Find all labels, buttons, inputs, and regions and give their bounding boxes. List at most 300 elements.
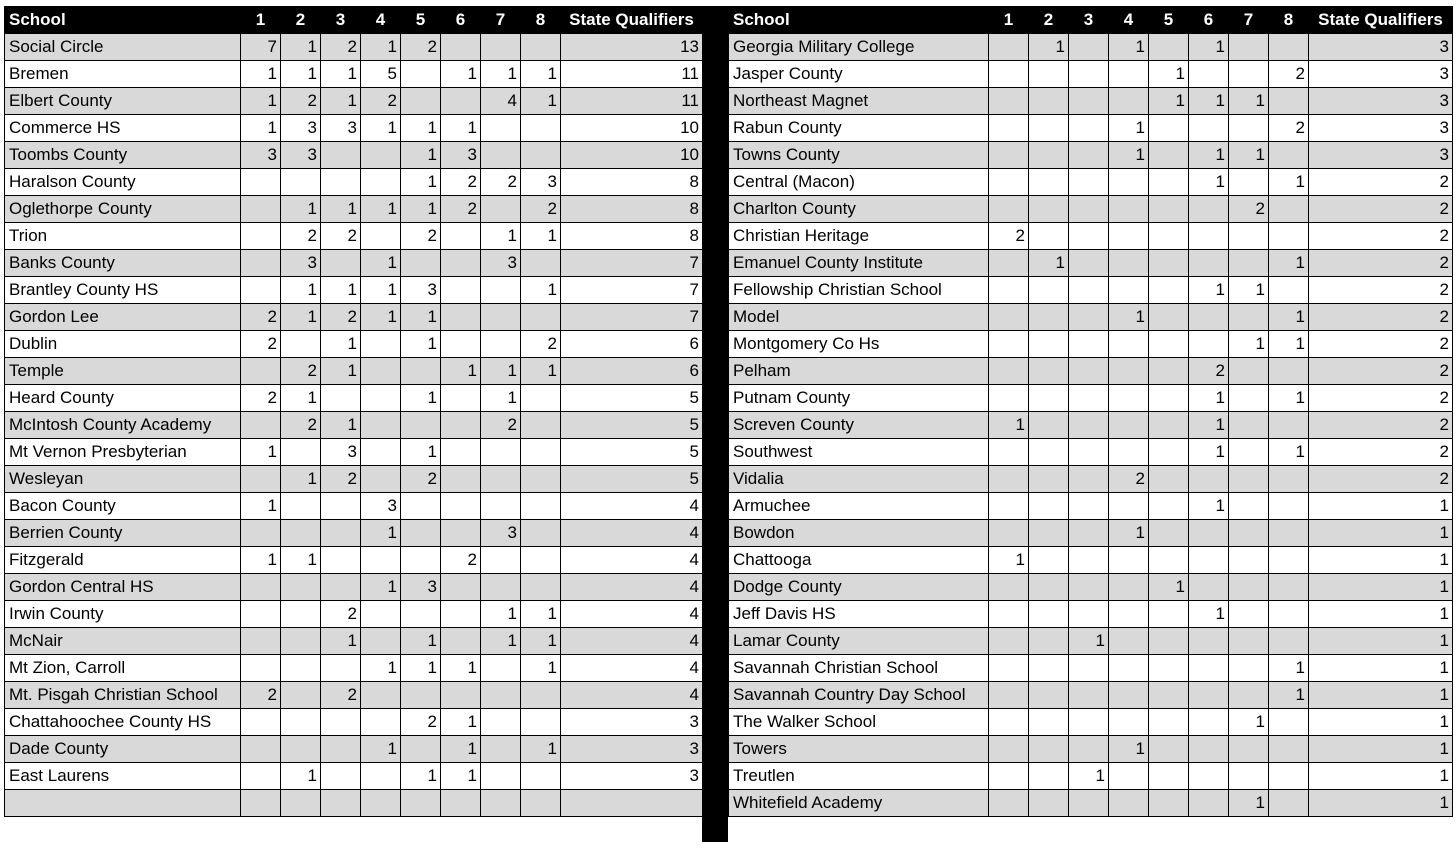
- place-count-cell: [281, 655, 321, 682]
- school-name-cell: Armuchee: [729, 493, 989, 520]
- place-count-cell: 2: [321, 682, 361, 709]
- place-count-cell: [1029, 88, 1069, 115]
- place-count-cell: 1: [521, 655, 561, 682]
- school-name-cell: Charlton County: [729, 196, 989, 223]
- school-name-cell: Bowdon: [729, 520, 989, 547]
- place-count-cell: [1189, 709, 1229, 736]
- place-count-cell: 3: [281, 115, 321, 142]
- school-name-cell: Social Circle: [5, 34, 241, 61]
- place-count-cell: [1029, 709, 1069, 736]
- place-count-cell: 2: [241, 304, 281, 331]
- table-row: [729, 385, 1453, 412]
- table-row: [5, 493, 703, 520]
- school-name-cell: Bremen: [5, 61, 241, 88]
- place-count-cell: 2: [241, 682, 281, 709]
- state-qualifiers-cell: 4: [561, 547, 703, 574]
- place-count-cell: [1029, 61, 1069, 88]
- place-count-cell: [521, 547, 561, 574]
- place-count-cell: [481, 763, 521, 790]
- place-count-cell: [401, 520, 441, 547]
- place-count-cell: [1229, 520, 1269, 547]
- table-row: [5, 331, 703, 358]
- place-count-cell: [521, 466, 561, 493]
- place-count-cell: 1: [321, 628, 361, 655]
- place-count-cell: [1109, 493, 1149, 520]
- state-qualifiers-cell: 2: [1309, 223, 1453, 250]
- place-count-cell: [1069, 520, 1109, 547]
- place-count-cell: [321, 142, 361, 169]
- place-count-cell: 1: [321, 196, 361, 223]
- place-count-cell: [521, 574, 561, 601]
- place-count-cell: 1: [1229, 88, 1269, 115]
- place-count-cell: [361, 385, 401, 412]
- state-qualifiers-cell: 1: [1309, 790, 1453, 817]
- school-name-cell: Southwest: [729, 439, 989, 466]
- place-count-cell: [989, 358, 1029, 385]
- place-count-cell: [1069, 223, 1109, 250]
- place-count-cell: [1149, 412, 1189, 439]
- place-count-cell: [441, 466, 481, 493]
- place-count-cell: [1109, 547, 1149, 574]
- place-count-cell: 1: [361, 250, 401, 277]
- school-name-cell: McNair: [5, 628, 241, 655]
- state-qualifiers-cell: 2: [1309, 304, 1453, 331]
- place-count-cell: [1029, 655, 1069, 682]
- table-row: [729, 439, 1453, 466]
- place-count-cell: [401, 61, 441, 88]
- place-count-cell: [1149, 142, 1189, 169]
- place-count-cell: [989, 601, 1029, 628]
- place-count-cell: 1: [481, 61, 521, 88]
- place-count-cell: 1: [401, 655, 441, 682]
- state-qualifiers-cell: 5: [561, 412, 703, 439]
- school-name-cell: Model: [729, 304, 989, 331]
- place-count-cell: [1269, 493, 1309, 520]
- state-qualifiers-cell: 5: [561, 385, 703, 412]
- school-name-cell: Montgomery Co Hs: [729, 331, 989, 358]
- place-count-cell: [321, 763, 361, 790]
- place-count-cell: [1269, 547, 1309, 574]
- place-count-cell: 1: [1269, 385, 1309, 412]
- place-count-cell: [241, 790, 281, 817]
- left-standings-table: [4, 6, 703, 817]
- place-count-cell: [1109, 358, 1149, 385]
- place-count-cell: [481, 736, 521, 763]
- school-name-cell: Temple: [5, 358, 241, 385]
- state-qualifiers-cell: 2: [1309, 412, 1453, 439]
- place-count-cell: 2: [241, 385, 281, 412]
- place-count-cell: 1: [361, 736, 401, 763]
- school-name-cell: Georgia Military College: [729, 34, 989, 61]
- place-count-cell: 1: [1269, 682, 1309, 709]
- place-count-cell: [1109, 763, 1149, 790]
- place-count-cell: [241, 601, 281, 628]
- place-count-cell: [1189, 331, 1229, 358]
- right-standings-table: [728, 6, 1453, 817]
- place-count-cell: [321, 655, 361, 682]
- place-count-cell: [481, 574, 521, 601]
- place-count-cell: 1: [361, 277, 401, 304]
- school-name-cell: The Walker School: [729, 709, 989, 736]
- place-count-cell: [1269, 196, 1309, 223]
- table-row: [729, 304, 1453, 331]
- place-count-cell: [989, 790, 1029, 817]
- place-count-cell: [1029, 601, 1069, 628]
- place-count-cell: 1: [1269, 169, 1309, 196]
- place-count-cell: 1: [401, 385, 441, 412]
- place-count-cell: [1269, 358, 1309, 385]
- place-count-cell: 1: [1189, 412, 1229, 439]
- table-row: [729, 655, 1453, 682]
- place-count-cell: [1029, 736, 1069, 763]
- place-count-cell: [281, 520, 321, 547]
- state-qualifiers-cell: 4: [561, 520, 703, 547]
- place-count-cell: [989, 385, 1029, 412]
- place-count-cell: [1149, 169, 1189, 196]
- place-count-cell: [1189, 304, 1229, 331]
- place-count-cell: 1: [521, 628, 561, 655]
- place-count-cell: [521, 412, 561, 439]
- place-count-cell: [281, 736, 321, 763]
- school-name-cell: Chattahoochee County HS: [5, 709, 241, 736]
- header-place-2: 2: [1029, 7, 1069, 34]
- header-place-7: 7: [1229, 7, 1269, 34]
- place-count-cell: [1189, 250, 1229, 277]
- table-row: [5, 277, 703, 304]
- place-count-cell: 1: [1149, 574, 1189, 601]
- table-row: [5, 142, 703, 169]
- place-count-cell: [1069, 736, 1109, 763]
- place-count-cell: [989, 88, 1029, 115]
- place-count-cell: [1149, 736, 1189, 763]
- state-qualifiers-cell: 3: [561, 763, 703, 790]
- school-name-cell: Rabun County: [729, 115, 989, 142]
- place-count-cell: 1: [401, 169, 441, 196]
- place-count-cell: [1269, 520, 1309, 547]
- school-name-cell: Savannah Christian School: [729, 655, 989, 682]
- place-count-cell: 1: [1189, 34, 1229, 61]
- place-count-cell: 1: [401, 196, 441, 223]
- table-row: [5, 412, 703, 439]
- place-count-cell: 1: [521, 358, 561, 385]
- state-qualifiers-cell: [561, 790, 703, 817]
- state-qualifiers-cell: 2: [1309, 196, 1453, 223]
- place-count-cell: [1229, 61, 1269, 88]
- place-count-cell: 1: [321, 277, 361, 304]
- place-count-cell: 1: [281, 763, 321, 790]
- place-count-cell: 1: [1149, 61, 1189, 88]
- table-row: [729, 277, 1453, 304]
- place-count-cell: 3: [281, 142, 321, 169]
- place-count-cell: [989, 628, 1029, 655]
- place-count-cell: 1: [241, 439, 281, 466]
- table-row: [729, 763, 1453, 790]
- school-name-cell: Berrien County: [5, 520, 241, 547]
- place-count-cell: 1: [281, 385, 321, 412]
- place-count-cell: [481, 196, 521, 223]
- place-count-cell: [361, 466, 401, 493]
- place-count-cell: [321, 385, 361, 412]
- school-name-cell: Wesleyan: [5, 466, 241, 493]
- place-count-cell: [1109, 88, 1149, 115]
- place-count-cell: 1: [321, 358, 361, 385]
- place-count-cell: [1229, 466, 1269, 493]
- place-count-cell: [1149, 250, 1189, 277]
- place-count-cell: [241, 736, 281, 763]
- place-count-cell: [441, 790, 481, 817]
- state-qualifiers-cell: 4: [561, 493, 703, 520]
- place-count-cell: [989, 439, 1029, 466]
- place-count-cell: 1: [281, 547, 321, 574]
- place-count-cell: [281, 601, 321, 628]
- state-qualifiers-cell: 4: [561, 601, 703, 628]
- state-qualifiers-cell: 6: [561, 358, 703, 385]
- place-count-cell: [1269, 574, 1309, 601]
- header-place-7: 7: [481, 7, 521, 34]
- state-qualifiers-cell: 4: [561, 574, 703, 601]
- place-count-cell: [481, 304, 521, 331]
- place-count-cell: 1: [1109, 142, 1149, 169]
- state-qualifiers-cell: 4: [561, 655, 703, 682]
- place-count-cell: [1109, 682, 1149, 709]
- place-count-cell: [1189, 61, 1229, 88]
- place-count-cell: [241, 763, 281, 790]
- state-qualifiers-cell: 2: [1309, 466, 1453, 493]
- place-count-cell: [1149, 358, 1189, 385]
- school-name-cell: Oglethorpe County: [5, 196, 241, 223]
- place-count-cell: [1229, 763, 1269, 790]
- place-count-cell: [1109, 655, 1149, 682]
- place-count-cell: [1229, 682, 1269, 709]
- place-count-cell: 2: [989, 223, 1029, 250]
- place-count-cell: 1: [1109, 520, 1149, 547]
- place-count-cell: 2: [321, 34, 361, 61]
- place-count-cell: [1189, 196, 1229, 223]
- place-count-cell: [1069, 169, 1109, 196]
- place-count-cell: [441, 277, 481, 304]
- header-place-3: 3: [321, 7, 361, 34]
- school-name-cell: McIntosh County Academy: [5, 412, 241, 439]
- place-count-cell: 1: [241, 493, 281, 520]
- place-count-cell: [989, 736, 1029, 763]
- place-count-cell: 2: [1269, 61, 1309, 88]
- table-row: [729, 547, 1453, 574]
- place-count-cell: [241, 250, 281, 277]
- place-count-cell: 1: [281, 466, 321, 493]
- table-row: [5, 34, 703, 61]
- place-count-cell: 2: [1189, 358, 1229, 385]
- place-count-cell: [1029, 115, 1069, 142]
- place-count-cell: [1029, 763, 1069, 790]
- state-qualifiers-cell: 7: [561, 277, 703, 304]
- place-count-cell: [361, 790, 401, 817]
- school-name-cell: Brantley County HS: [5, 277, 241, 304]
- state-qualifiers-cell: 1: [1309, 736, 1453, 763]
- place-count-cell: [441, 601, 481, 628]
- place-count-cell: 1: [521, 601, 561, 628]
- state-qualifiers-cell: 1: [1309, 709, 1453, 736]
- place-count-cell: [361, 763, 401, 790]
- school-name-cell: Pelham: [729, 358, 989, 385]
- place-count-cell: 1: [1189, 142, 1229, 169]
- place-count-cell: [1269, 763, 1309, 790]
- state-qualifiers-cell: 1: [1309, 628, 1453, 655]
- place-count-cell: 3: [481, 250, 521, 277]
- place-count-cell: [481, 493, 521, 520]
- table-row: [5, 736, 703, 763]
- place-count-cell: [361, 223, 401, 250]
- place-count-cell: 1: [1069, 628, 1109, 655]
- place-count-cell: 2: [321, 601, 361, 628]
- place-count-cell: [1229, 736, 1269, 763]
- place-count-cell: 3: [241, 142, 281, 169]
- place-count-cell: [1069, 412, 1109, 439]
- school-name-cell: Christian Heritage: [729, 223, 989, 250]
- place-count-cell: 1: [1229, 331, 1269, 358]
- place-count-cell: 1: [521, 277, 561, 304]
- place-count-cell: 1: [361, 304, 401, 331]
- place-count-cell: [401, 736, 441, 763]
- place-count-cell: 2: [441, 547, 481, 574]
- place-count-cell: [989, 763, 1029, 790]
- place-count-cell: [1029, 439, 1069, 466]
- place-count-cell: [441, 223, 481, 250]
- place-count-cell: [1029, 385, 1069, 412]
- place-count-cell: [281, 628, 321, 655]
- place-count-cell: [281, 574, 321, 601]
- place-count-cell: 3: [321, 439, 361, 466]
- place-count-cell: [281, 790, 321, 817]
- place-count-cell: 2: [441, 196, 481, 223]
- place-count-cell: [281, 709, 321, 736]
- place-count-cell: [401, 547, 441, 574]
- place-count-cell: [1069, 574, 1109, 601]
- place-count-cell: 1: [1189, 439, 1229, 466]
- place-count-cell: 1: [361, 34, 401, 61]
- place-count-cell: 1: [441, 709, 481, 736]
- place-count-cell: [1029, 466, 1069, 493]
- place-count-cell: 2: [521, 196, 561, 223]
- place-count-cell: 2: [281, 223, 321, 250]
- place-count-cell: [321, 736, 361, 763]
- header-place-8: 8: [1269, 7, 1309, 34]
- place-count-cell: [441, 250, 481, 277]
- place-count-cell: [481, 142, 521, 169]
- place-count-cell: [241, 709, 281, 736]
- school-name-cell: Fitzgerald: [5, 547, 241, 574]
- table-divider: [702, 6, 728, 842]
- place-count-cell: [281, 682, 321, 709]
- state-qualifiers-cell: 8: [561, 196, 703, 223]
- table-row: [5, 439, 703, 466]
- place-count-cell: 1: [361, 520, 401, 547]
- header-school: School: [729, 7, 989, 34]
- place-count-cell: [1029, 493, 1069, 520]
- place-count-cell: [481, 277, 521, 304]
- place-count-cell: 1: [1109, 736, 1149, 763]
- place-count-cell: [989, 61, 1029, 88]
- place-count-cell: 1: [481, 385, 521, 412]
- school-name-cell: Towns County: [729, 142, 989, 169]
- place-count-cell: 3: [521, 169, 561, 196]
- table-row: [729, 61, 1453, 88]
- place-count-cell: [1109, 169, 1149, 196]
- place-count-cell: [1109, 61, 1149, 88]
- table-row: [5, 682, 703, 709]
- place-count-cell: [321, 169, 361, 196]
- place-count-cell: 2: [401, 34, 441, 61]
- place-count-cell: [1109, 277, 1149, 304]
- table-row: [5, 223, 703, 250]
- place-count-cell: 2: [321, 466, 361, 493]
- table-row: [5, 763, 703, 790]
- place-count-cell: [1029, 520, 1069, 547]
- place-count-cell: 3: [321, 115, 361, 142]
- place-count-cell: [1269, 88, 1309, 115]
- place-count-cell: 4: [481, 88, 521, 115]
- place-count-cell: 2: [241, 331, 281, 358]
- place-count-cell: [1229, 493, 1269, 520]
- place-count-cell: [1149, 790, 1189, 817]
- table-row: [5, 115, 703, 142]
- place-count-cell: [1149, 331, 1189, 358]
- place-count-cell: [441, 439, 481, 466]
- place-count-cell: [361, 601, 401, 628]
- place-count-cell: 1: [481, 223, 521, 250]
- place-count-cell: [441, 412, 481, 439]
- place-count-cell: [241, 655, 281, 682]
- place-count-cell: [1109, 628, 1149, 655]
- header-school: School: [5, 7, 241, 34]
- header-place-8: 8: [521, 7, 561, 34]
- table-row: [729, 709, 1453, 736]
- place-count-cell: [1229, 169, 1269, 196]
- place-count-cell: 1: [401, 142, 441, 169]
- place-count-cell: [1269, 790, 1309, 817]
- school-name-cell: Putnam County: [729, 385, 989, 412]
- place-count-cell: [1189, 790, 1229, 817]
- school-name-cell: Heard County: [5, 385, 241, 412]
- table-row: [729, 142, 1453, 169]
- place-count-cell: 2: [361, 88, 401, 115]
- state-qualifiers-cell: 2: [1309, 331, 1453, 358]
- place-count-cell: [1269, 601, 1309, 628]
- place-count-cell: 1: [441, 736, 481, 763]
- place-count-cell: 2: [521, 331, 561, 358]
- place-count-cell: [1229, 34, 1269, 61]
- place-count-cell: 1: [281, 61, 321, 88]
- table-row: [729, 493, 1453, 520]
- place-count-cell: 1: [1229, 277, 1269, 304]
- place-count-cell: [401, 358, 441, 385]
- place-count-cell: [441, 304, 481, 331]
- place-count-cell: [1229, 115, 1269, 142]
- place-count-cell: 1: [521, 223, 561, 250]
- place-count-cell: [1269, 223, 1309, 250]
- place-count-cell: [1109, 601, 1149, 628]
- place-count-cell: [1109, 223, 1149, 250]
- place-count-cell: [281, 493, 321, 520]
- place-count-cell: [1149, 655, 1189, 682]
- school-name-cell: Towers: [729, 736, 989, 763]
- place-count-cell: [401, 790, 441, 817]
- place-count-cell: [481, 709, 521, 736]
- state-qualifiers-cell: 4: [561, 682, 703, 709]
- place-count-cell: 1: [1109, 304, 1149, 331]
- school-name-cell: Haralson County: [5, 169, 241, 196]
- place-count-cell: 1: [1109, 34, 1149, 61]
- school-name-cell: Fellowship Christian School: [729, 277, 989, 304]
